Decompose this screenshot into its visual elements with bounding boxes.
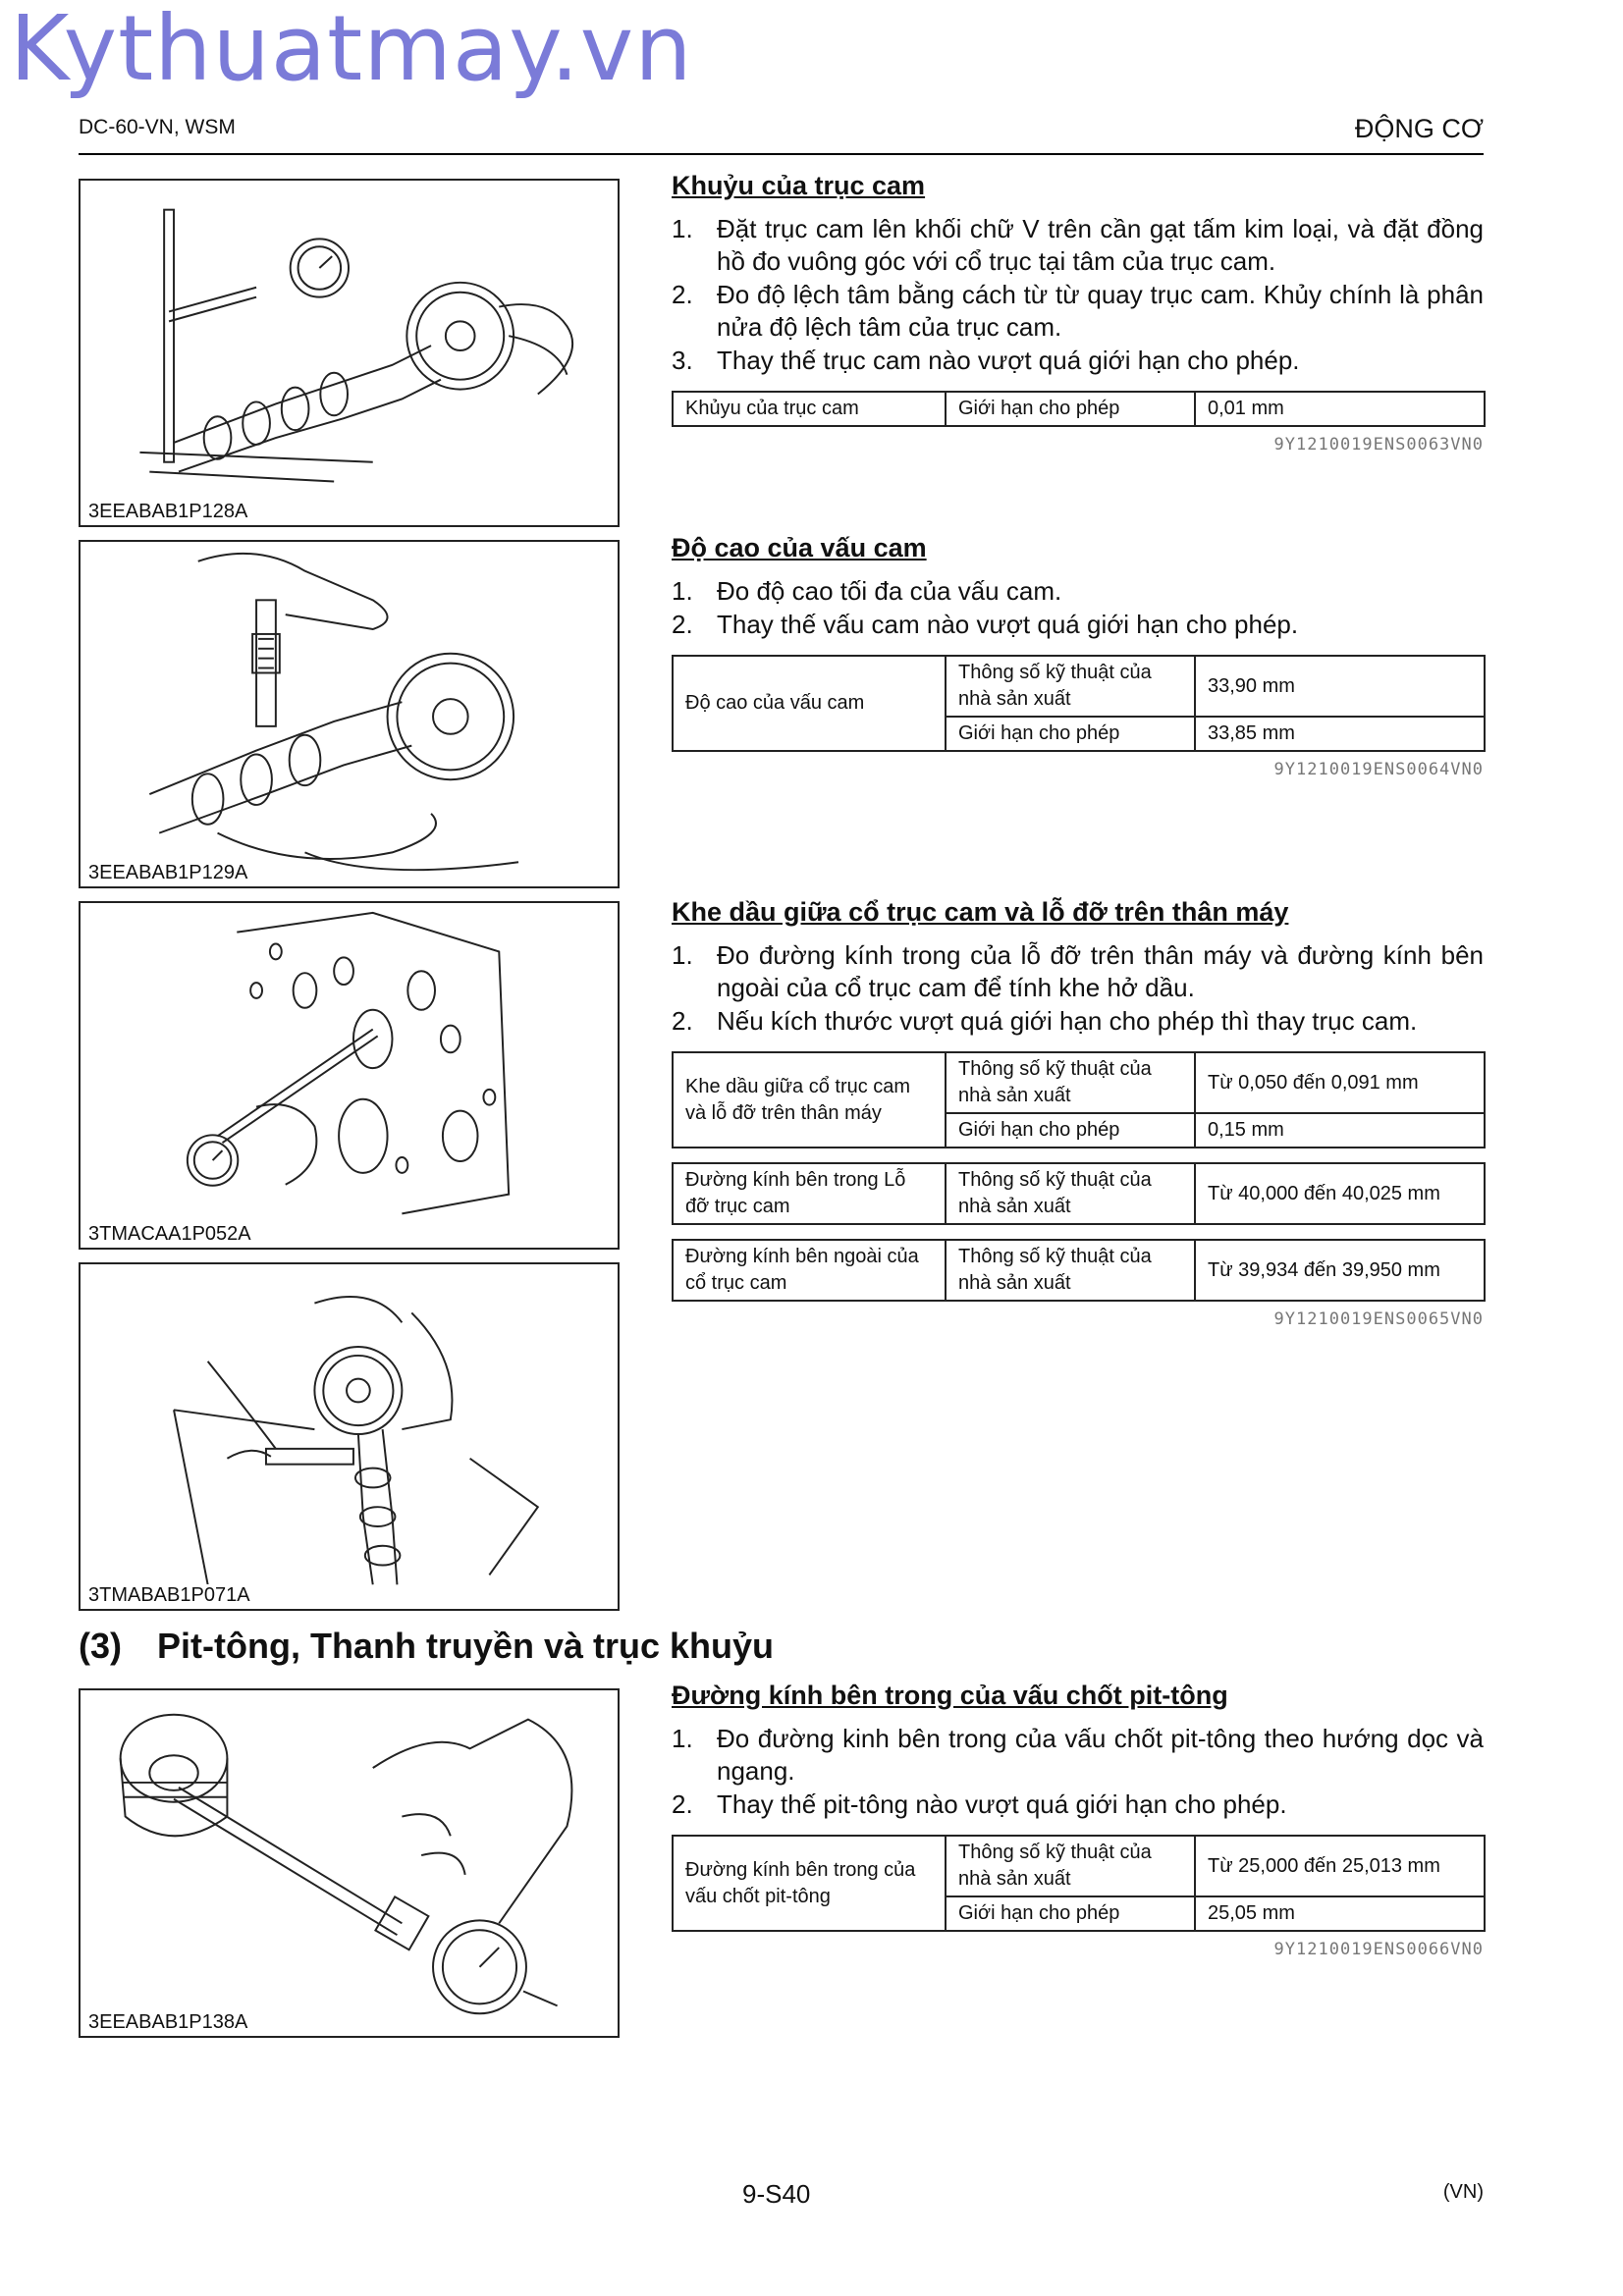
table-row [673, 392, 1485, 426]
spec-label: Giới hạn cho phép [946, 392, 1195, 426]
table-row [673, 1052, 1485, 1113]
spec-value: 0,15 mm [1195, 1113, 1485, 1148]
section-camshaft-alignment [672, 171, 1484, 454]
spec-value: Từ 40,000 đến 40,025 mm [1195, 1163, 1485, 1224]
step-item [672, 1005, 1484, 1038]
doc-code: DC-60-VN, WSM [79, 116, 236, 138]
step-item [672, 609, 1484, 641]
figure-caption: 3EEABAB1P128A [88, 501, 248, 522]
section-heading: Đường kính bên trong của vấu chốt pit-tông [672, 1681, 1228, 1710]
header-rule [79, 153, 1484, 155]
step-number: 1. [672, 214, 693, 243]
spec-table [672, 1835, 1486, 1932]
subsection-title: Pit-tông, Thanh truyền và trục khuỷu [157, 1626, 775, 1666]
spec-table [672, 1162, 1486, 1225]
journal-micrometer-illustration [81, 1264, 618, 1609]
step-text: Đo độ lệch tâm bằng cách từ từ quay trục cam. Khủy chính là phân nửa độ lệch tâm của trục cam. [717, 280, 1484, 342]
figure-caption: 3TMABAB1P071A [88, 1584, 250, 1606]
step-number: 2. [672, 1006, 693, 1036]
cam-lobe-micrometer-illustration [81, 542, 618, 886]
spec-label: Thông số kỹ thuật của nhà sản xuất [946, 1052, 1195, 1113]
bore-gauge-illustration [81, 903, 618, 1248]
reference-code: 9Y1210019ENS0065VN0 [1273, 1309, 1484, 1329]
step-number: 2. [672, 280, 693, 309]
section-title: ĐỘNG CƠ [1354, 114, 1484, 143]
camshaft-alignment-illustration [81, 181, 618, 525]
step-item [672, 213, 1484, 278]
spec-item: Khủyu của trục cam [673, 392, 946, 426]
spec-label: Thông số kỹ thuật của nhà sản xuất [946, 1163, 1195, 1224]
step-text: Đo đường kinh bên trong của vấu chốt pit-tông theo hướng dọc và ngang. [717, 1724, 1484, 1786]
figure-cam-lobe-height [79, 540, 620, 888]
step-number: 2. [672, 610, 693, 639]
step-list [672, 1723, 1484, 1821]
spec-item: Khe dầu giữa cổ trục cam và lỗ đỡ trên thân máy [673, 1052, 946, 1148]
section-cam-lobe-height [672, 533, 1484, 779]
section-heading: Khuỷu của trục cam [672, 171, 926, 200]
step-item [672, 1789, 1484, 1821]
spec-item: Đường kính bên ngoài của cổ trục cam [673, 1240, 946, 1301]
step-text: Thay thế vấu cam nào vượt quá giới hạn cho phép. [717, 610, 1299, 639]
spec-table [672, 655, 1486, 752]
spec-label: Giới hạn cho phép [946, 1896, 1195, 1931]
page-number: 9-S40 [742, 2179, 811, 2209]
step-number: 1. [672, 1724, 693, 1753]
spec-item: Độ cao của vấu cam [673, 656, 946, 751]
step-text: Thay thế trục cam nào vượt quá giới hạn cho phép. [717, 346, 1300, 375]
figure-camshaft-bore [79, 901, 620, 1250]
section-piston-pin-bore [672, 1681, 1484, 1959]
piston-bore-gauge-illustration [81, 1690, 618, 2036]
table-row [673, 656, 1485, 717]
spec-table [672, 1051, 1486, 1148]
figure-caption: 3EEABAB1P138A [88, 2011, 248, 2033]
step-item [672, 575, 1484, 608]
section-heading: Độ cao của vấu cam [672, 533, 927, 562]
spec-table [672, 391, 1486, 427]
step-number: 2. [672, 1789, 693, 1819]
spec-table [672, 1239, 1486, 1302]
figure-caption: 3TMACAA1P052A [88, 1223, 251, 1245]
step-text: Thay thế pit-tông nào vượt quá giới hạn cho phép. [717, 1789, 1287, 1819]
spec-value: 25,05 mm [1195, 1896, 1485, 1931]
step-number: 1. [672, 940, 693, 970]
step-text: Nếu kích thước vượt quá giới hạn cho phép thì thay trục cam. [717, 1006, 1418, 1036]
figure-camshaft-journal [79, 1262, 620, 1611]
figure-camshaft-alignment [79, 179, 620, 527]
reference-code: 9Y1210019ENS0063VN0 [1273, 435, 1484, 454]
language-tag: (VN) [1442, 2181, 1484, 2203]
table-row [673, 1163, 1485, 1224]
subsection-heading [79, 1626, 774, 1667]
spec-item: Đường kính bên trong của vấu chốt pit-tông [673, 1836, 946, 1931]
spec-value: Từ 25,000 đến 25,013 mm [1195, 1836, 1485, 1896]
step-list [672, 213, 1484, 377]
spec-value: 0,01 mm [1195, 392, 1485, 426]
spec-value: 33,90 mm [1195, 656, 1485, 717]
spec-label: Thông số kỹ thuật của nhà sản xuất [946, 1836, 1195, 1896]
step-number: 3. [672, 346, 693, 375]
step-text: Đo đường kính trong của lỗ đỡ trên thân máy và đường kính bên ngoài của cổ trục cam để tính khe hở dầu. [717, 940, 1484, 1002]
spec-label: Thông số kỹ thuật của nhà sản xuất [946, 1240, 1195, 1301]
step-text: Đặt trục cam lên khối chữ V trên cần gạt tấm kim loại, và đặt đồng hồ đo vuông góc với cổ trục tại tâm của trục cam. [717, 214, 1484, 276]
step-item [672, 345, 1484, 377]
subsection-number: (3) [79, 1626, 122, 1666]
step-item [672, 279, 1484, 344]
step-item [672, 1723, 1484, 1788]
figure-caption: 3EEABAB1P129A [88, 862, 248, 883]
table-row [673, 1240, 1485, 1301]
reference-code: 9Y1210019ENS0064VN0 [1273, 760, 1484, 779]
section-heading: Khe dầu giữa cổ trục cam và lỗ đỡ trên thân máy [672, 897, 1289, 927]
spec-item: Đường kính bên trong Lỗ đỡ trục cam [673, 1163, 946, 1224]
step-number: 1. [672, 576, 693, 606]
step-list [672, 939, 1484, 1038]
spec-label: Giới hạn cho phép [946, 717, 1195, 751]
figure-piston-pin-bore [79, 1688, 620, 2038]
spec-label: Thông số kỹ thuật của nhà sản xuất [946, 656, 1195, 717]
spec-value: Từ 39,934 đến 39,950 mm [1195, 1240, 1485, 1301]
step-item [672, 939, 1484, 1004]
spec-value: Từ 0,050 đến 0,091 mm [1195, 1052, 1485, 1113]
section-camshaft-oil-clearance [672, 897, 1484, 1329]
table-row [673, 1836, 1485, 1896]
step-list [672, 575, 1484, 641]
spec-value: 33,85 mm [1195, 717, 1485, 751]
step-text: Đo độ cao tối đa của vấu cam. [717, 576, 1062, 606]
watermark-logo: Kythuatmay.vn [10, 0, 693, 101]
reference-code: 9Y1210019ENS0066VN0 [1273, 1940, 1484, 1959]
spec-label: Giới hạn cho phép [946, 1113, 1195, 1148]
